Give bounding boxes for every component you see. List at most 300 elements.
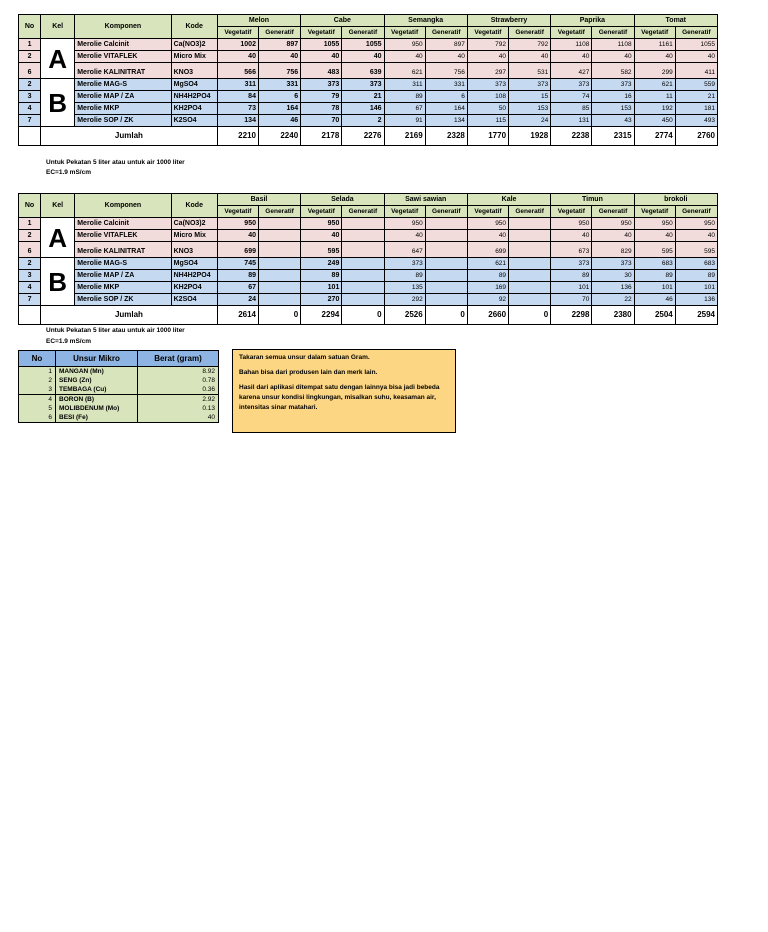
value-cell: 683 — [675, 258, 717, 270]
value-cell: 22 — [592, 294, 634, 306]
value-cell: 89 — [384, 91, 425, 103]
phase-vegetatif: Vegetatif — [467, 206, 508, 218]
value-cell: 40 — [551, 230, 592, 242]
value-cell: 153 — [509, 103, 551, 115]
value-cell: 89 — [634, 270, 675, 282]
component-name: Merolie VITAFLEK — [75, 230, 171, 242]
value-cell — [425, 258, 467, 270]
crop-header: Cabe — [301, 15, 384, 27]
value-cell: 131 — [551, 115, 592, 127]
phase-vegetatif: Vegetatif — [634, 206, 675, 218]
value-cell: 493 — [675, 115, 717, 127]
value-cell — [509, 230, 551, 242]
value-cell: 1055 — [301, 39, 342, 51]
crop-header: brokoli — [634, 194, 717, 206]
value-cell: 15 — [509, 91, 551, 103]
phase-generatif: Generatif — [675, 27, 717, 39]
value-cell: 21 — [342, 91, 384, 103]
value-cell: 136 — [675, 294, 717, 306]
value-cell: 756 — [425, 63, 467, 79]
micro-weight: 2.92 — [138, 395, 219, 405]
value-cell: 950 — [551, 218, 592, 230]
value-cell: 699 — [217, 242, 258, 258]
value-cell: 40 — [384, 51, 425, 63]
phase-vegetatif: Vegetatif — [301, 27, 342, 39]
value-cell: 331 — [258, 79, 300, 91]
group-label: A — [41, 39, 75, 79]
value-cell: 373 — [342, 79, 384, 91]
value-cell: 673 — [551, 242, 592, 258]
value-cell: 50 — [467, 103, 508, 115]
value-cell — [258, 294, 300, 306]
micro-weight: 40 — [138, 413, 219, 423]
crop-header: Timun — [551, 194, 634, 206]
value-cell: 24 — [509, 115, 551, 127]
value-cell: 79 — [301, 91, 342, 103]
component-name: Merolie MAP / ZA — [75, 270, 171, 282]
value-cell: 89 — [551, 270, 592, 282]
component-code: NH4H2PO4 — [171, 91, 217, 103]
value-cell: 1108 — [551, 39, 592, 51]
value-cell: 134 — [217, 115, 258, 127]
total-value: 2328 — [425, 127, 467, 146]
row-no: 3 — [19, 91, 41, 103]
total-value: 2614 — [217, 306, 258, 325]
total-value: 2240 — [258, 127, 300, 146]
micro-row — [19, 404, 219, 413]
value-cell: 621 — [384, 63, 425, 79]
value-cell: 292 — [384, 294, 425, 306]
value-cell: 11 — [634, 91, 675, 103]
component-code: KH2PO4 — [171, 282, 217, 294]
phase-generatif: Generatif — [425, 27, 467, 39]
micro-row — [19, 376, 219, 385]
total-value: 1770 — [467, 127, 508, 146]
value-cell: 40 — [425, 51, 467, 63]
phase-generatif: Generatif — [425, 206, 467, 218]
value-cell: 40 — [217, 230, 258, 242]
table-row — [19, 242, 718, 258]
table-row — [19, 51, 718, 63]
micro-name: MANGAN (Mn) — [56, 367, 138, 377]
micro-no: 5 — [19, 404, 56, 413]
total-value: 2315 — [592, 127, 634, 146]
value-cell — [342, 294, 384, 306]
component-name: Merolie MAG-S — [75, 258, 171, 270]
value-cell: 950 — [384, 39, 425, 51]
value-cell — [258, 270, 300, 282]
value-cell — [509, 294, 551, 306]
value-cell: 950 — [675, 218, 717, 230]
value-cell: 89 — [301, 270, 342, 282]
value-cell: 40 — [384, 230, 425, 242]
component-code: KH2PO4 — [171, 103, 217, 115]
crop-header: Melon — [217, 15, 300, 27]
component-code: K2SO4 — [171, 294, 217, 306]
value-cell — [425, 230, 467, 242]
value-cell — [509, 258, 551, 270]
value-cell: 745 — [217, 258, 258, 270]
value-cell: 40 — [467, 230, 508, 242]
micro-name: MOLIBDENUM (Mo) — [56, 404, 138, 413]
table-row — [19, 294, 718, 306]
value-cell: 373 — [551, 258, 592, 270]
value-cell: 89 — [467, 270, 508, 282]
value-cell: 411 — [675, 63, 717, 79]
component-code: MgSO4 — [171, 258, 217, 270]
value-cell: 483 — [301, 63, 342, 79]
value-cell — [425, 270, 467, 282]
value-cell: 6 — [258, 91, 300, 103]
value-cell — [258, 282, 300, 294]
phase-generatif: Generatif — [675, 206, 717, 218]
micro-weight: 0.78 — [138, 376, 219, 385]
value-cell — [342, 270, 384, 282]
micro-weight: 0.13 — [138, 404, 219, 413]
header-komponen: Komponen — [75, 15, 171, 39]
table-row — [19, 63, 718, 79]
value-cell: 153 — [592, 103, 634, 115]
value-cell: 40 — [551, 51, 592, 63]
micro-no: 1 — [19, 367, 56, 377]
value-cell: 89 — [384, 270, 425, 282]
value-cell — [425, 218, 467, 230]
micro-no: 2 — [19, 376, 56, 385]
value-cell: 40 — [675, 51, 717, 63]
table-row — [19, 79, 718, 91]
component-code: Ca(NO3)2 — [171, 218, 217, 230]
value-cell: 40 — [509, 51, 551, 63]
value-cell: 950 — [384, 218, 425, 230]
value-cell: 792 — [467, 39, 508, 51]
phase-vegetatif: Vegetatif — [467, 27, 508, 39]
micro-header-row — [19, 351, 219, 367]
value-cell: 566 — [217, 63, 258, 79]
component-name: Merolie MKP — [75, 282, 171, 294]
row-no: 2 — [19, 230, 41, 242]
table-row — [19, 282, 718, 294]
value-cell: 299 — [634, 63, 675, 79]
header-no: No — [19, 194, 41, 218]
value-cell: 46 — [258, 115, 300, 127]
total-value: 2504 — [634, 306, 675, 325]
header-kel: Kel — [41, 194, 75, 218]
micro-name: BORON (B) — [56, 395, 138, 405]
total-value: 2774 — [634, 127, 675, 146]
value-cell: 84 — [217, 91, 258, 103]
value-cell: 1055 — [342, 39, 384, 51]
value-cell: 74 — [551, 91, 592, 103]
micro-weight: 8.92 — [138, 367, 219, 377]
value-cell: 134 — [425, 115, 467, 127]
value-cell — [425, 294, 467, 306]
value-cell: 829 — [592, 242, 634, 258]
component-code: Micro Mix — [171, 230, 217, 242]
value-cell: 70 — [301, 115, 342, 127]
phase-vegetatif: Vegetatif — [301, 206, 342, 218]
value-cell: 897 — [425, 39, 467, 51]
value-cell — [258, 258, 300, 270]
component-name: Merolie SOP / ZK — [75, 294, 171, 306]
total-value: 2178 — [301, 127, 342, 146]
phase-vegetatif: Vegetatif — [551, 27, 592, 39]
component-name: Merolie MAG-S — [75, 79, 171, 91]
value-cell: 373 — [509, 79, 551, 91]
component-name: Merolie Calcinit — [75, 39, 171, 51]
table-row — [19, 91, 718, 103]
value-cell — [342, 282, 384, 294]
row-no: 2 — [19, 79, 41, 91]
value-cell: 427 — [551, 63, 592, 79]
value-cell: 897 — [258, 39, 300, 51]
value-cell — [258, 230, 300, 242]
crop-header: Selada — [301, 194, 384, 206]
value-cell: 136 — [592, 282, 634, 294]
header-komponen: Komponen — [75, 194, 171, 218]
phase-vegetatif: Vegetatif — [551, 206, 592, 218]
value-cell: 595 — [634, 242, 675, 258]
header-kode: Kode — [171, 15, 217, 39]
value-cell: 311 — [217, 79, 258, 91]
value-cell: 40 — [342, 51, 384, 63]
row-no: 6 — [19, 242, 41, 258]
value-cell: 1002 — [217, 39, 258, 51]
header-row — [19, 15, 718, 27]
total-value: 2526 — [384, 306, 425, 325]
value-cell: 531 — [509, 63, 551, 79]
component-code: NH4H2PO4 — [171, 270, 217, 282]
row-no: 1 — [19, 39, 41, 51]
phase-generatif: Generatif — [509, 27, 551, 39]
group-label: A — [41, 218, 75, 258]
component-name: Merolie MAP / ZA — [75, 91, 171, 103]
value-cell: 40 — [634, 230, 675, 242]
value-cell: 101 — [634, 282, 675, 294]
value-cell: 559 — [675, 79, 717, 91]
component-code: MgSO4 — [171, 79, 217, 91]
total-blank — [19, 306, 41, 325]
row-no: 6 — [19, 63, 41, 79]
value-cell: 24 — [217, 294, 258, 306]
value-cell: 40 — [301, 230, 342, 242]
table-row — [19, 218, 718, 230]
component-code: Micro Mix — [171, 51, 217, 63]
value-cell — [258, 242, 300, 258]
value-cell: 40 — [258, 51, 300, 63]
micro-header-weight: Berat (gram) — [138, 351, 219, 367]
value-cell: 950 — [467, 218, 508, 230]
total-label: Jumlah — [41, 127, 218, 146]
value-cell: 169 — [467, 282, 508, 294]
table-row — [19, 39, 718, 51]
value-cell: 373 — [467, 79, 508, 91]
component-name: Merolie SOP / ZK — [75, 115, 171, 127]
value-cell: 373 — [301, 79, 342, 91]
value-cell: 373 — [384, 258, 425, 270]
row-no: 2 — [19, 258, 41, 270]
value-cell: 297 — [467, 63, 508, 79]
component-name: Merolie KALINITRAT — [75, 63, 171, 79]
value-cell: 621 — [467, 258, 508, 270]
value-cell: 1161 — [634, 39, 675, 51]
micro-header-name: Unsur Mikro — [56, 351, 138, 367]
total-label: Jumlah — [41, 306, 218, 325]
crop-header: Paprika — [551, 15, 634, 27]
micro-name: SENG (Zn) — [56, 376, 138, 385]
value-cell: 40 — [467, 51, 508, 63]
table1-note-ec: EC=1.9 mS/cm — [46, 169, 91, 176]
row-no: 7 — [19, 294, 41, 306]
nutrient-table-1 — [18, 14, 718, 146]
total-value: 0 — [425, 306, 467, 325]
total-value: 2276 — [342, 127, 384, 146]
value-cell: 146 — [342, 103, 384, 115]
value-cell: 950 — [301, 218, 342, 230]
phase-generatif: Generatif — [592, 206, 634, 218]
phase-vegetatif: Vegetatif — [384, 27, 425, 39]
value-cell: 621 — [634, 79, 675, 91]
value-cell: 639 — [342, 63, 384, 79]
value-cell: 164 — [258, 103, 300, 115]
component-name: Merolie KALINITRAT — [75, 242, 171, 258]
header-kel: Kel — [41, 15, 75, 39]
value-cell: 78 — [301, 103, 342, 115]
crop-header: Sawi sawian — [384, 194, 467, 206]
total-value: 2210 — [217, 127, 258, 146]
crop-header: Basil — [217, 194, 300, 206]
row-no: 4 — [19, 103, 41, 115]
value-cell: 101 — [301, 282, 342, 294]
header-row — [19, 194, 718, 206]
phase-generatif: Generatif — [258, 206, 300, 218]
value-cell: 67 — [217, 282, 258, 294]
value-cell — [425, 282, 467, 294]
note-brand: Bahan bisa dari produsen lain dan merk lain. — [239, 369, 378, 376]
total-blank — [19, 127, 41, 146]
crop-header: Kale — [467, 194, 550, 206]
value-cell: 6 — [425, 91, 467, 103]
phase-vegetatif: Vegetatif — [217, 206, 258, 218]
value-cell: 89 — [675, 270, 717, 282]
value-cell: 30 — [592, 270, 634, 282]
micro-row — [19, 395, 219, 405]
value-cell — [509, 218, 551, 230]
table1-note-volume: Untuk Pekatan 5 liter atau untuk air 1000 liter — [46, 159, 185, 166]
value-cell: 92 — [467, 294, 508, 306]
row-no: 1 — [19, 218, 41, 230]
value-cell: 950 — [217, 218, 258, 230]
value-cell: 792 — [509, 39, 551, 51]
component-name: Merolie MKP — [75, 103, 171, 115]
micro-nutrient-table — [18, 350, 219, 423]
table-row — [19, 103, 718, 115]
micro-row — [19, 413, 219, 423]
value-cell: 101 — [551, 282, 592, 294]
total-value: 2594 — [675, 306, 717, 325]
component-code: KNO3 — [171, 242, 217, 258]
value-cell: 101 — [675, 282, 717, 294]
row-no: 7 — [19, 115, 41, 127]
total-row — [19, 127, 718, 146]
value-cell: 40 — [592, 51, 634, 63]
micro-no: 6 — [19, 413, 56, 423]
value-cell: 192 — [634, 103, 675, 115]
micro-row — [19, 367, 219, 377]
micro-name: TEMBAGA (Cu) — [56, 385, 138, 395]
row-no: 4 — [19, 282, 41, 294]
value-cell — [425, 242, 467, 258]
value-cell: 756 — [258, 63, 300, 79]
note-variation: Hasil dari aplikasi ditempat satu dengan lainnya bisa jadi bebeda karena unsur kondisi lingkungan, misalkan suhu, keasaman air, intensitas sinar matahari. — [239, 384, 440, 411]
total-value: 0 — [509, 306, 551, 325]
total-value: 2660 — [467, 306, 508, 325]
crop-header: Tomat — [634, 15, 717, 27]
header-kode: Kode — [171, 194, 217, 218]
value-cell: 16 — [592, 91, 634, 103]
component-name: Merolie Calcinit — [75, 218, 171, 230]
value-cell: 70 — [551, 294, 592, 306]
value-cell: 647 — [384, 242, 425, 258]
value-cell — [342, 218, 384, 230]
table-row — [19, 115, 718, 127]
value-cell: 115 — [467, 115, 508, 127]
value-cell: 40 — [675, 230, 717, 242]
notes-box — [232, 349, 456, 433]
total-value: 2380 — [592, 306, 634, 325]
phase-generatif: Generatif — [509, 206, 551, 218]
group-label: B — [41, 258, 75, 306]
total-value: 0 — [258, 306, 300, 325]
value-cell: 582 — [592, 63, 634, 79]
value-cell: 135 — [384, 282, 425, 294]
component-name: Merolie VITAFLEK — [75, 51, 171, 63]
table-row — [19, 270, 718, 282]
micro-header-no: No — [19, 351, 56, 367]
value-cell: 43 — [592, 115, 634, 127]
value-cell: 373 — [592, 258, 634, 270]
total-value: 2760 — [675, 127, 717, 146]
header-no: No — [19, 15, 41, 39]
total-row — [19, 306, 718, 325]
value-cell: 164 — [425, 103, 467, 115]
micro-no: 4 — [19, 395, 56, 405]
phase-vegetatif: Vegetatif — [384, 206, 425, 218]
value-cell: 950 — [634, 218, 675, 230]
note-unit: Takaran semua unsur dalam satuan Gram. — [239, 354, 370, 361]
value-cell: 40 — [634, 51, 675, 63]
value-cell: 450 — [634, 115, 675, 127]
row-no: 3 — [19, 270, 41, 282]
value-cell — [509, 282, 551, 294]
total-value: 2294 — [301, 306, 342, 325]
value-cell: 373 — [551, 79, 592, 91]
value-cell: 1055 — [675, 39, 717, 51]
value-cell: 595 — [675, 242, 717, 258]
crop-header: Strawberry — [467, 15, 550, 27]
value-cell: 595 — [301, 242, 342, 258]
value-cell: 270 — [301, 294, 342, 306]
total-value: 2169 — [384, 127, 425, 146]
value-cell — [342, 242, 384, 258]
component-code: Ca(NO3)2 — [171, 39, 217, 51]
table-row — [19, 258, 718, 270]
value-cell: 67 — [384, 103, 425, 115]
micro-no: 3 — [19, 385, 56, 395]
micro-weight: 0.36 — [138, 385, 219, 395]
value-cell: 73 — [217, 103, 258, 115]
value-cell — [509, 270, 551, 282]
value-cell: 311 — [384, 79, 425, 91]
